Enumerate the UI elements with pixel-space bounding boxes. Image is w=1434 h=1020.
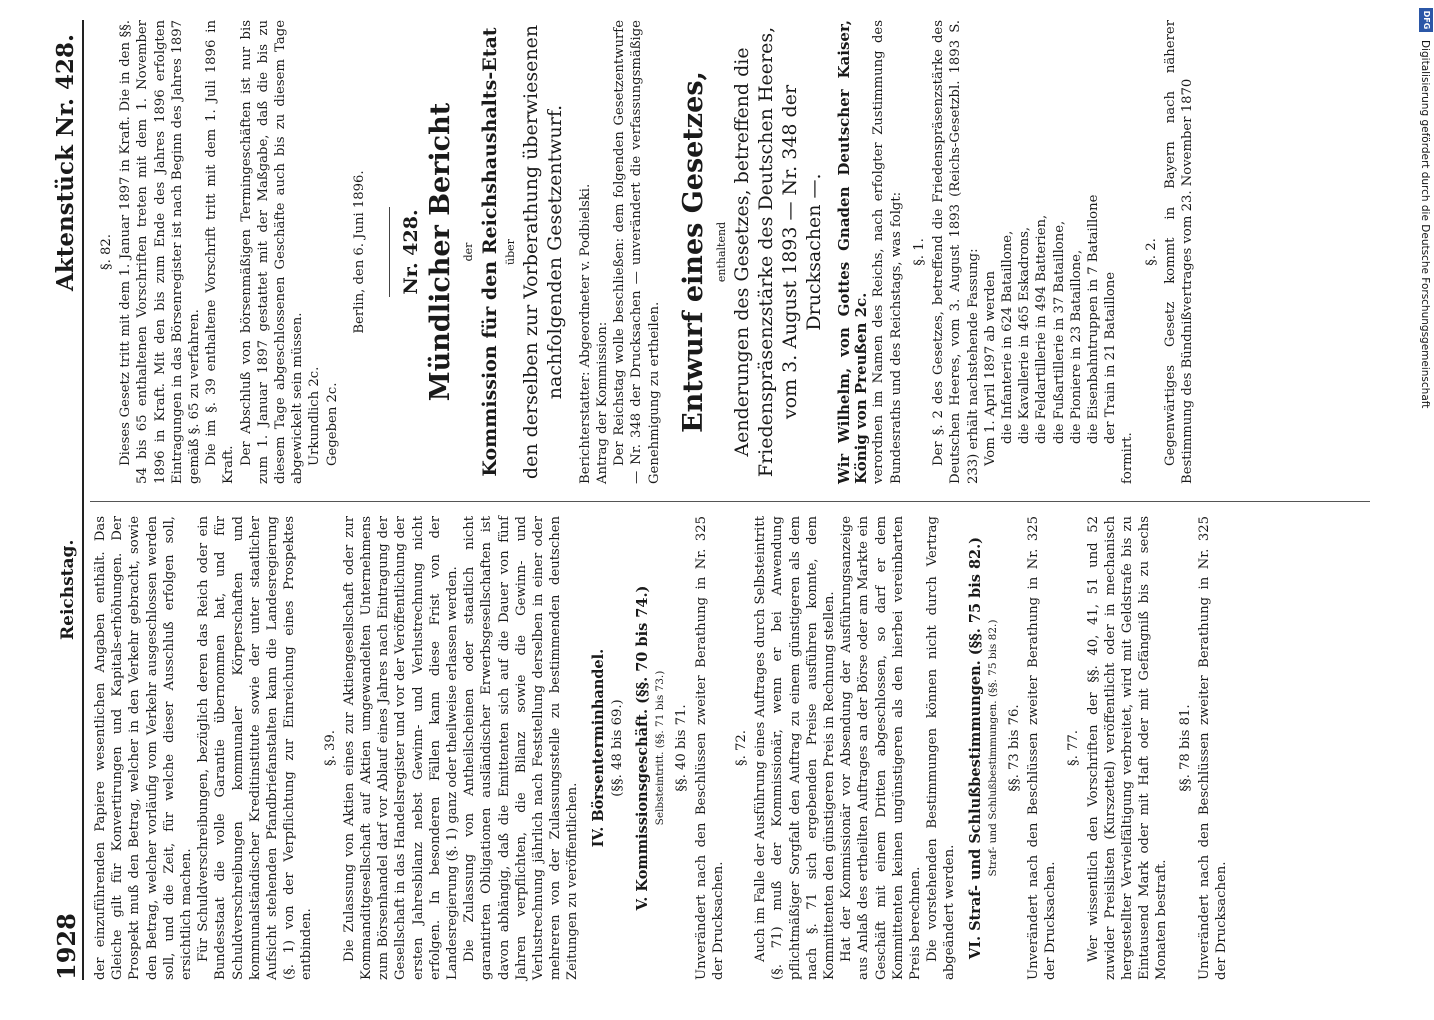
paragraph: Gegenwärtiges Gesetz kommt in Bayern nach näherer Bestimmung des Bündnißvertrages vom 23. November 1870 <box>1162 20 1195 484</box>
paragraph: Der §. 2 des Gesetzes, betreffend die Friedenspräsenzstärke des Deutschen Heeres, vom 3. August 1893 (Reichs-Gesetzbl. 1893 S. 233) erhält nachstehende Fassung: <box>931 20 981 484</box>
closing-formula: Gegeben 2c. <box>324 382 340 466</box>
section-number: §. 1. <box>911 238 927 266</box>
page-number: 1928 <box>52 913 81 980</box>
section-heading: IV. Börsenterminhandel. <box>589 648 607 848</box>
list-item: der Train in 21 Bataillone <box>1103 271 1119 444</box>
section-number: §. 82. <box>99 234 114 270</box>
section-number: §§. 73 bis 76. <box>1006 704 1022 792</box>
paragraph: der einzuführenden Papiere wesentlichen Angaben enthält. Das Gleiche gilt für Konvertirungen und Kapitals-erhöhungen. Der Prospekt muß den Betrag, welcher in den Verkehr gebracht, sowie den Betrag, welcher vorläufig vom Verkehr ausgeschlossen werden soll, und die Zeit, für welche dieser Ausschluß erfolgen soll, ersichtlich machen. <box>93 516 195 980</box>
paragraph: Vom 1. April 1897 ab werden <box>982 270 998 466</box>
motion-label: Antrag der Kommission: <box>595 321 611 484</box>
list-item: die Fußartillerie in 37 Bataillone, <box>1051 220 1067 444</box>
section-number: §. 72. <box>733 730 749 766</box>
date-line: Berlin, den 6. Juni 1896. <box>351 170 367 334</box>
subject-title: den derselben zur Vorberathung überwiesenen nachfolgenden Gesetzentwurf. <box>519 24 566 480</box>
title-connector: über <box>503 239 517 265</box>
dfg-logo: DFG <box>1419 8 1433 32</box>
paragraph: Die Zulassung von Antheilscheinen oder staatlich nicht garantirten Obligationen ausländischer Erwerbsgesellschaften ist davon abhängig, daß die Emittenten sich auf die Dauer von fünf Jahren verpflichten, die Bilanz sowie die Gewinn- und Verlustrechnung jährlich nach Feststellung derselben in einer oder mehreren von der Zulassungsstelle zu bestimmenden deutschen Zeitungen zu veröffentlichen. <box>462 516 581 980</box>
list-item: die Feldartillerie in 494 Batterien, <box>1034 214 1050 444</box>
section-heading: V. Kommissionsgeschäft. (§§. 70 bis 74.) <box>634 585 652 911</box>
document-number: Aktenstück Nr. 428. <box>52 34 79 292</box>
paragraph: Unverändert nach den Beschlüssen zweiter Berathung in Nr. 325 der Drucksachen. <box>1196 516 1229 980</box>
motion-text: Der Reichstag wolle beschließen: dem folgenden Gesetzentwurfe — Nr. 348 der Drucksachen — unverändert die verfassungsmäßige Genehmigung zu ertheilen. <box>612 20 662 484</box>
section-number: §. 39. <box>322 730 338 766</box>
section-number: §§. 40 bis 71. <box>674 704 690 792</box>
paragraph: Die vorstehenden Bestimmungen können nicht durch Vertrag abgeändert werden. <box>925 516 958 980</box>
subheading: Selbsteintritt. (§§. 71 bis 73.) <box>654 670 667 826</box>
sidebar-note <box>1419 10 1434 990</box>
paragraph: formirt. <box>1120 432 1136 484</box>
paragraph: Wer wissentlich den Vorschriften der §§. 40, 41, 51 und 52 zuwider Preislisten (Kurszettel) veröffentlicht oder in mechanisch hergestellter Vervielfältigung verbreitet, wird mit Geldstrafe bis zu Eintausend Mark oder mit Haft oder mit Gefängniß bis zu sechs Monaten bestraft. <box>1085 516 1170 980</box>
section-number: §. 77. <box>1066 730 1082 766</box>
right-column <box>92 20 1196 484</box>
left-column <box>92 516 1230 980</box>
list-item: die Pioniere in 23 Bataillone, <box>1068 249 1084 444</box>
list-item: die Infanterie in 624 Bataillone, <box>999 230 1015 444</box>
draft-title: Entwurf eines Gesetzes, <box>677 71 709 433</box>
column-separator <box>90 501 1370 502</box>
section-range: (§§. 48 bis 69.) <box>609 699 625 797</box>
list-item: die Eisenbahntruppen in 7 Bataillone <box>1085 194 1101 444</box>
section-number: §§. 78 bis 81. <box>1177 704 1193 792</box>
report-title: Mündlicher Bericht <box>425 102 457 402</box>
header-rule <box>82 20 84 980</box>
closing-formula: Urkundlich 2c. <box>307 366 323 466</box>
paragraph: Hat der Kommissionär vor Absendung der Ausführungsanzeige aus Anlaß des ertheilten Auftrages an der Börse oder am Markte ein Geschäft mit einem Dritten abgeschlossen, so darf er dem Kommittenten keinen ungünstigeren als den hierbei vereinbarten Preis berechnen. <box>839 516 923 980</box>
paragraph: Auch im Falle der Ausführung eines Auftrages durch Selbsteintritt (§. 71) muß der Kommissionär, wenn er bei Anwendung pflichtmäßiger Sorgfalt den Auftrag zu einem günstigeren als dem nach §. 71 sich ergebenden Preise ausführen konnte, dem Kommittenten den günstigeren Preis in Rechnung stellen. <box>753 516 837 980</box>
paragraph: Für Schuldverschreibungen, bezüglich deren das Reich oder ein Bundesstaat die volle Garantie übernommen hat, und für Schuldverschreibungen kommunaler Körperschaften und kommunalständischer Kreditinstitute sowie der unter staatlicher Aufsicht stehenden Pfandbriefanstalten kann die Landesregierung (§. 1) von der Verpflichtung zur Einreichung eines Prospektes entbinden. <box>196 516 315 980</box>
title-connector: enthaltend <box>714 221 728 283</box>
decree-text: verordnen im Namen des Reichs, nach erfolgter Zustimmung des Bundesraths und des Reichstags, was folgt: <box>871 20 904 484</box>
commission-title: Kommission für den Reichshaushalts-Etat <box>478 27 501 477</box>
page-header <box>48 22 81 980</box>
preamble: Wir Wilhelm, von Gottes Gnaden Deutscher Kaiser, König von Preußen 2c. <box>835 20 871 484</box>
document-number-title: Nr. 428. <box>400 209 423 295</box>
paragraph: Unverändert nach den Beschlüssen zweiter Berathung in Nr. 325 der Drucksachen. <box>693 516 726 980</box>
paragraph: Die Zulassung von Aktien eines zur Aktiengesellschaft oder zur Kommanditgesellschaft auf Aktien umgewandelten Unternehmens zum Börsenhandel darf vor Ablauf eines Jahres nach Eintragung der Gesellschaft in das Handelsregister und vor der Veröffentlichung der ersten Jahresbilanz nebst Gewinn- und Verlustrechnung nicht erfolgen. In besonderen Fällen kann diese Frist von der Landesregierung (§. 1) ganz oder theilweise erlassen werden. <box>341 516 461 980</box>
running-title: Reichstag. <box>58 539 78 640</box>
section-number: §. 2. <box>1143 238 1159 266</box>
paragraph: Der Abschluß von börsenmäßigen Termingeschäften ist nur bis zum 1. Januar 1897 gestattet mit der Maßgabe, daß die bis zu diesem Tage abgeschlossenen Geschäfte auch bis zu diesem Tage abgewickelt sein müssen. <box>238 20 306 484</box>
section-heading: VI. Straf- und Schlußbestimmungen. (§§. 75 bis 82.) <box>966 536 984 960</box>
funding-note: Digitalisierung gefördert durch die Deutsche Forschungsgemeinschaft <box>1419 40 1431 409</box>
title-connector: der <box>462 242 476 262</box>
divider <box>378 20 395 484</box>
list-item: die Kavallerie in 465 Eskadrons, <box>1017 226 1033 444</box>
rapporteur: Berichterstatter: Abgeordneter v. Podbielski. <box>577 183 593 484</box>
paragraph: Dieses Gesetz tritt mit dem 1. Januar 1897 in Kraft. Die in den §§. 54 bis 65 enthaltenen Vorschriften treten mit dem 1. November 1896 in Kraft. Mit den bis zum Ende des Jahres 1896 erfolgten Eintragungen in das Börsenregister ist nach Beginn des Jahres 1897 gemäß §. 65 zu verfahren. <box>118 20 203 484</box>
paragraph: Die im §. 39 enthaltene Vorschrift tritt mit dem 1. Juli 1896 in Kraft. <box>204 20 237 484</box>
subheading: Straf- und Schlußbestimmungen. (§§. 75 bis 82.) <box>986 619 999 877</box>
paragraph: Unverändert nach den Beschlüssen zweiter Berathung in Nr. 325 der Drucksachen. <box>1025 516 1059 980</box>
unit-list <box>999 20 1119 484</box>
amendment-title: Aenderungen des Gesetzes, betreffend die Friedenspräsenzstärke des Deutschen Heeres, vom 3. August 1893 — Nr. 348 der Drucksachen —. <box>731 26 826 478</box>
